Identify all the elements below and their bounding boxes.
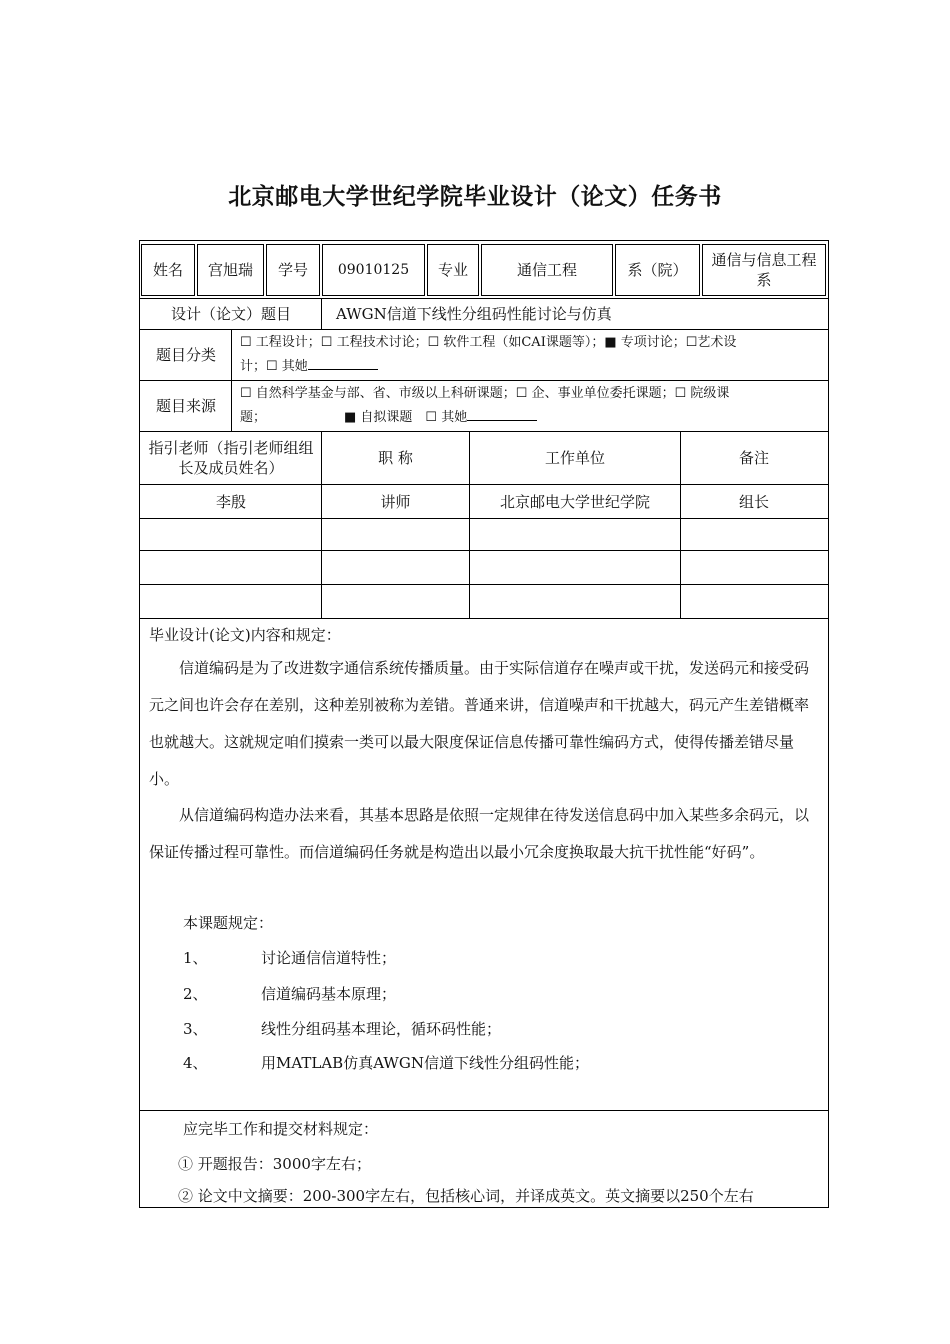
advisor-name: 李殷 — [215, 492, 246, 511]
col-divider — [231, 329, 232, 431]
advisor-note: 组长 — [738, 492, 769, 511]
id-value: 09010125 — [337, 262, 410, 278]
major-value: 通信工程 — [516, 261, 577, 279]
content-paragraph-1: 信道编码是为了改进数字通信系统传播质量。由于实际信道存在噪声或干扰，发送码元和接受码元之间也许会存在差别，这种差别被称为差错。普通来讲，信道噪声和干扰越大，码元产生差错概率也就越大。这就规定咱们摸索一类可以最大限度保证信息传播可靠性编码方式，使得传播差错尽量小。 — [149, 659, 810, 788]
advisor-header-unit: 工作单位 — [544, 449, 605, 467]
list-item-number: 4、 — [183, 1054, 208, 1072]
col-divider — [321, 298, 322, 330]
source-line-2a: 题； — [240, 410, 267, 425]
category-line-2: 计；☐ 其她 — [240, 359, 308, 374]
submit-item-2: ② 论文中文摘要：200-300字左右，包括核心词，并译成英文。英文摘要以250个左右 — [178, 1187, 754, 1205]
source-line-1: ☐ 自然科学基金与部、省、市级以上科研课题；☐ 企、事业单位委托课题；☐ 院级课 — [240, 386, 730, 401]
list-item-number: 2、 — [183, 985, 208, 1003]
other-blank — [467, 419, 537, 421]
row-divider — [139, 550, 829, 551]
source-label: 题目来源 — [155, 397, 216, 415]
row-divider — [139, 618, 829, 619]
advisor-unit: 北京邮电大学世纪学院 — [499, 492, 650, 511]
dept-label: 系（院） — [627, 261, 688, 279]
list-item — [183, 947, 783, 971]
name-value: 宫旭瑞 — [207, 261, 253, 279]
content-heading: 毕业设计(论文)内容和规定： — [149, 626, 341, 644]
topic-label: 设计（论文）题目 — [170, 305, 291, 323]
document-title: 北京邮电大学世纪学院毕业设计（论文）任务书 — [228, 184, 722, 210]
list-item — [183, 983, 783, 1007]
list-item-text: 用MATLAB仿真AWGN信道下线性分组码性能； — [261, 1054, 589, 1072]
list-item-number: 1、 — [183, 949, 208, 967]
list-item-number: 3、 — [183, 1020, 208, 1038]
row-divider — [139, 584, 829, 585]
row-divider — [139, 518, 829, 519]
category-line-1: ☐ 工程设计；☐ 工程技术讨论；☐ 软件工程（如CAI课题等）；■ 专项讨论；☐艺术设 — [240, 335, 737, 350]
row-divider — [139, 329, 829, 330]
category-options — [240, 331, 825, 379]
list-item-text: 线性分组码基本理论，循环码性能； — [261, 1020, 502, 1038]
submit-heading: 应完毕工作和提交材料规定： — [183, 1120, 379, 1138]
requirements-label: 本课题规定： — [183, 914, 274, 932]
list-item-text: 信道编码基本原理； — [261, 985, 397, 1003]
other-blank — [308, 368, 378, 370]
major-label: 专业 — [437, 261, 468, 279]
advisor-title: 讲师 — [380, 492, 411, 511]
source-line-2b: ■ 自拟课题 ☐ 其她 — [344, 410, 468, 425]
content-paragraph-2: 从信道编码构造办法来看，其基本思路是依照一定规律在待发送信息码中加入某些多余码元，以保证传播过程可靠性。而信道编码任务就是构造出以最小冗余度换取最大抗干扰性能“好码”。 — [149, 806, 810, 861]
row-divider — [139, 1110, 829, 1111]
topic-value: AWGN信道下线性分组码性能讨论与仿真 — [336, 305, 612, 323]
advisor-header-note: 备注 — [738, 449, 769, 467]
name-label: 姓名 — [152, 261, 183, 279]
list-item — [183, 1018, 783, 1042]
source-options — [240, 382, 825, 430]
advisor-header-name: 指引老师（指引老师组组长及成员姓名） — [148, 439, 314, 477]
id-label: 学号 — [277, 261, 308, 279]
submit-item-1: ① 开题报告：3000字左右； — [178, 1155, 371, 1173]
list-item — [183, 1052, 783, 1076]
category-label: 题目分类 — [155, 346, 216, 364]
row-divider — [139, 380, 829, 381]
dept-value: 通信与信息工程系 — [711, 251, 817, 289]
list-item-text: 讨论通信信道特性； — [261, 949, 397, 967]
advisor-header-title: 职 称 — [378, 449, 413, 467]
